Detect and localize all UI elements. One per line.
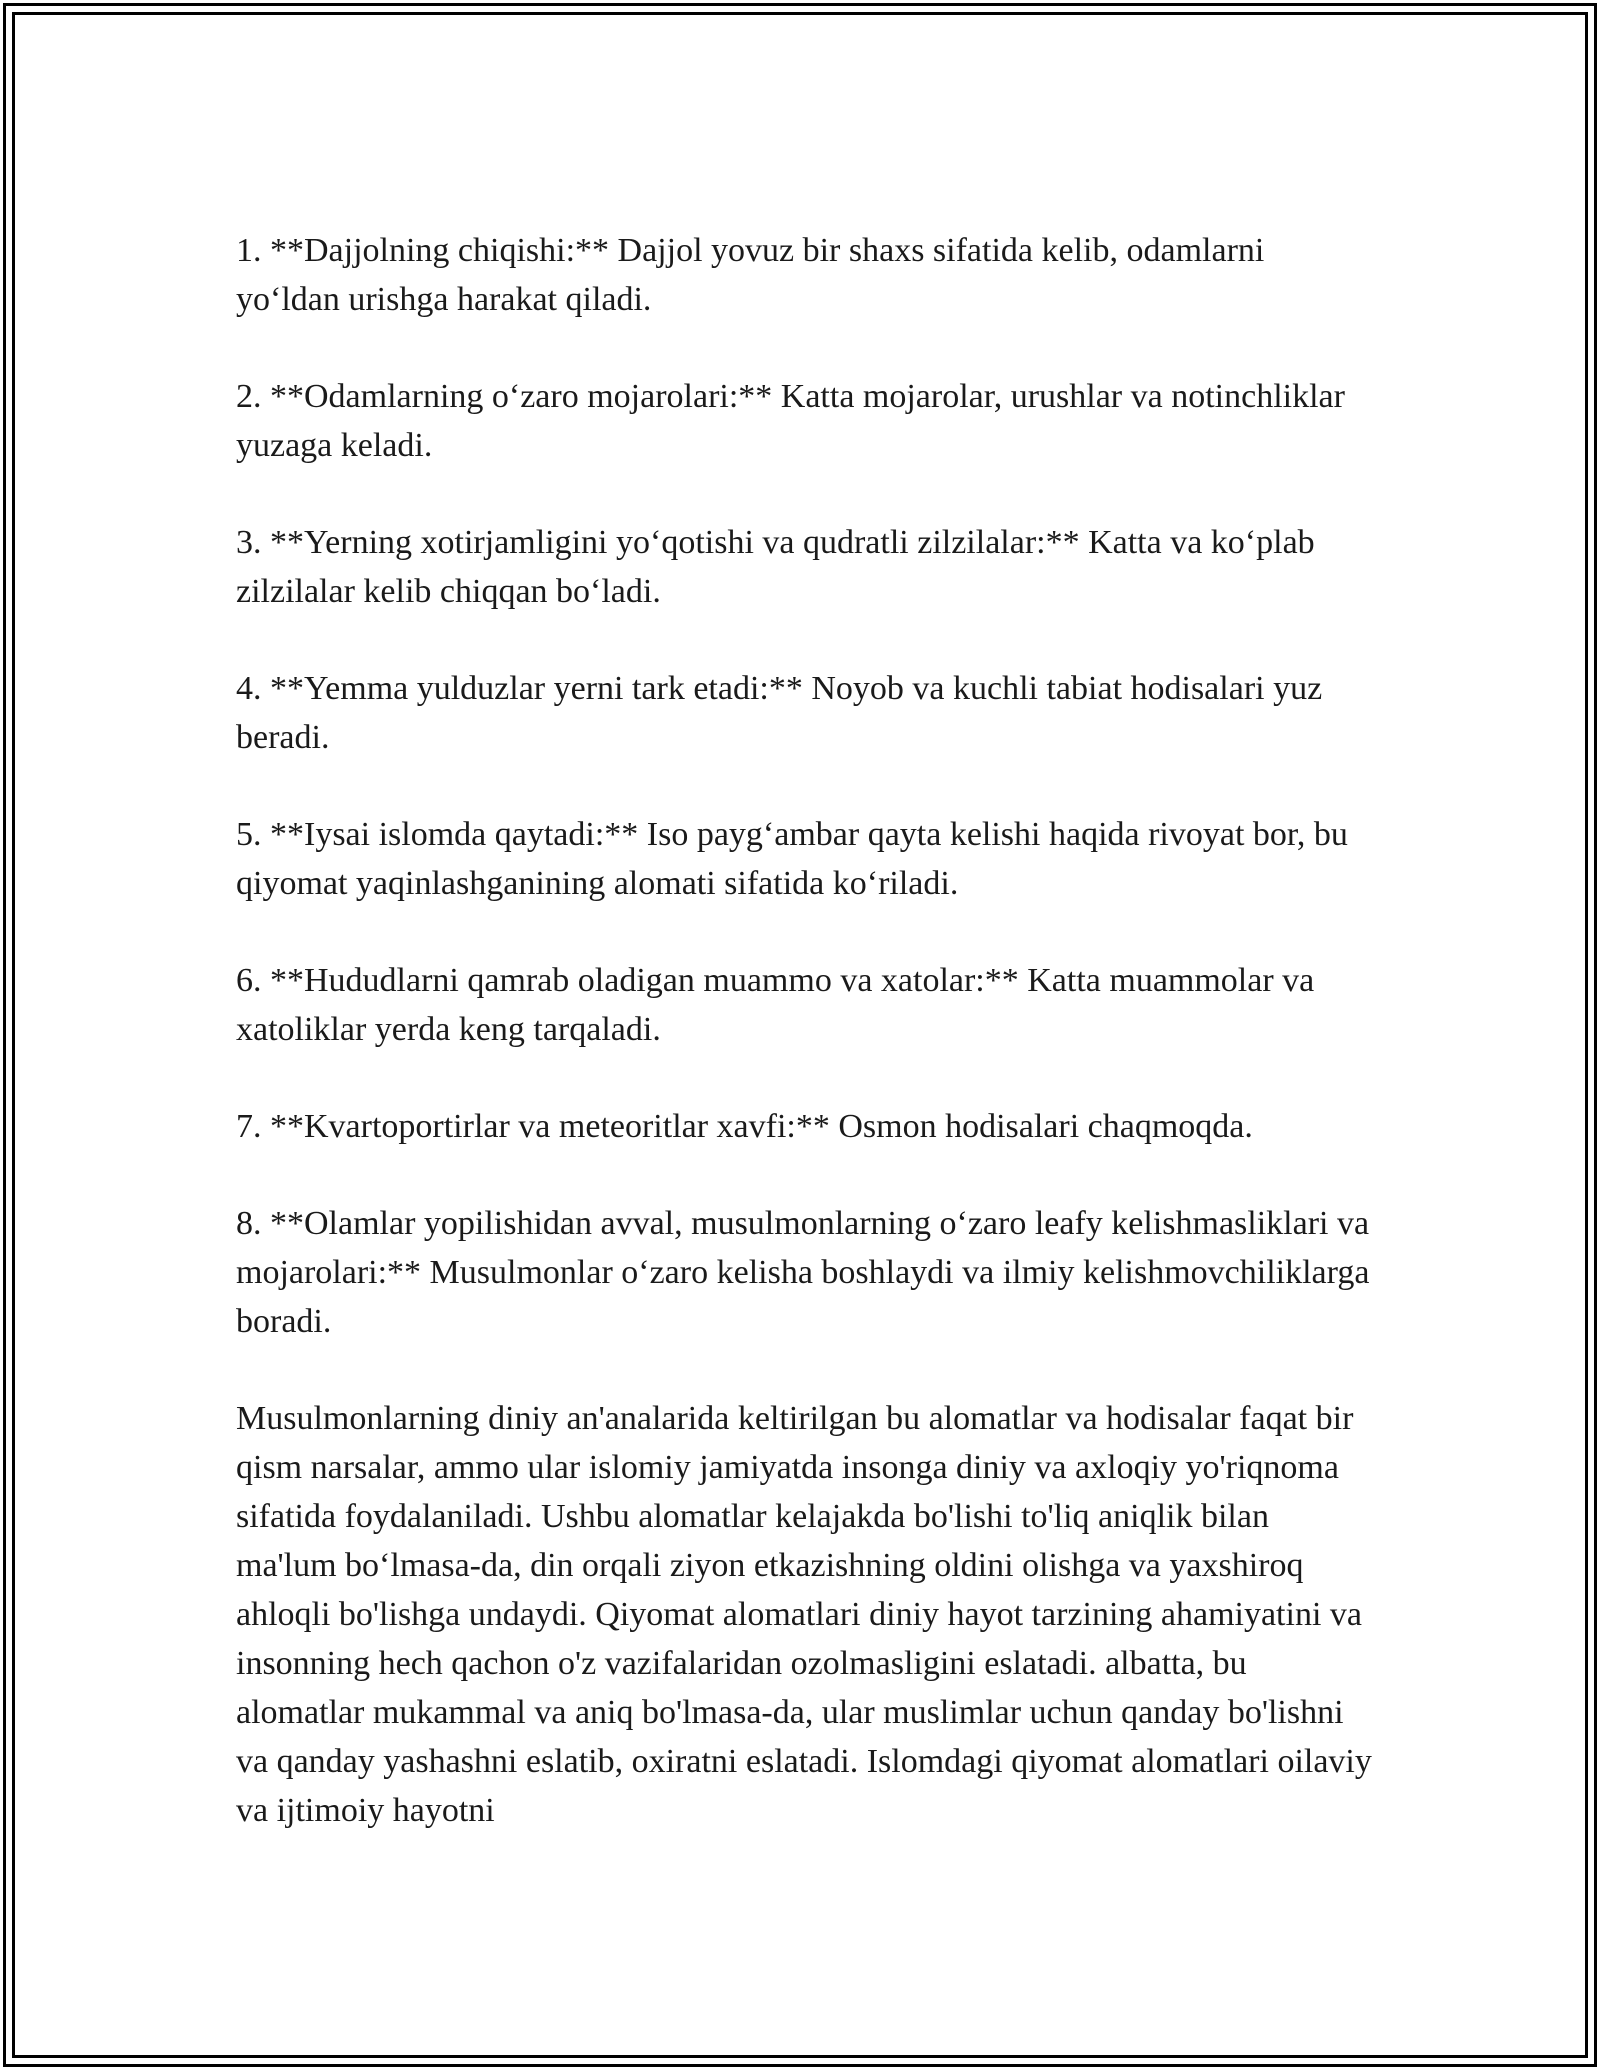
list-item-6: 6. **Hududlarni qamrab oladigan muammo va xatolar:** Katta muammolar va xatoliklar yerda keng tarqaladi.	[236, 962, 1315, 1048]
list-item-1: 1. **Dajjolning chiqishi:** Dajjol yovuz bir shaxs sifatida kelib, odamlarni yo‘ldan urishga harakat qiladi.	[236, 232, 1265, 318]
list-item-5: 5. **Iysai islomda qaytadi:** Iso payg‘ambar qayta kelishi haqida rivoyat bor, bu qiyomat yaqinlashganining alomati sifatida ko‘riladi.	[236, 816, 1348, 902]
list-item-2: 2. **Odamlarning o‘zaro mojarolari:** Katta mojarolar, urushlar va notinchliklar yuzaga keladi.	[236, 378, 1345, 464]
document-body	[236, 226, 1376, 1835]
closing-paragraph: Musulmonlarning diniy an'analarida keltirilgan bu alomatlar va hodisalar faqat bir qism narsalar, ammo ular islomiy jamiyatda insonga diniy va axloqiy yo'riqnoma sifatida foydalaniladi. Ushbu alomatlar kelajakda bo'lishi to'liq aniqlik bilan ma'lum bo‘lmasa-da, din orqali ziyon etkazishning oldini olishga va yaxshiroq ahloqli bo'lishga undaydi. Qiyomat alomatlari diniy hayot tarzining ahamiyatini va insonning hech qachon o'z vazifalaridan ozolmasligini eslatadi. albatta, bu alomatlar mukammal va aniq bo'lmasa-da, ular muslimlar uchun qanday bo'lishni va qanday yashashni eslatib, oxiratni eslatadi. Islomdagi qiyomat alomatlari oilaviy va ijtimoiy hayotni	[236, 1400, 1372, 1829]
list-item-4: 4. **Yemma yulduzlar yerni tark etadi:** Noyob va kuchli tabiat hodisalari yuz beradi.	[236, 670, 1323, 756]
list-item-7: 7. **Kvartoportirlar va meteoritlar xavfi:** Osmon hodisalari chaqmoqda.	[236, 1108, 1253, 1145]
list-item-8: 8. **Olamlar yopilishidan avval, musulmonlarning o‘zaro leafy kelishmasliklari va mojarolari:** Musulmonlar o‘zaro kelisha boshlaydi va ilmiy kelishmovchiliklarga boradi.	[236, 1205, 1370, 1340]
list-item-3: 3. **Yerning xotirjamligini yo‘qotishi va qudratli zilzilalar:** Katta va ko‘plab zilzilalar kelib chiqqan bo‘ladi.	[236, 524, 1315, 610]
